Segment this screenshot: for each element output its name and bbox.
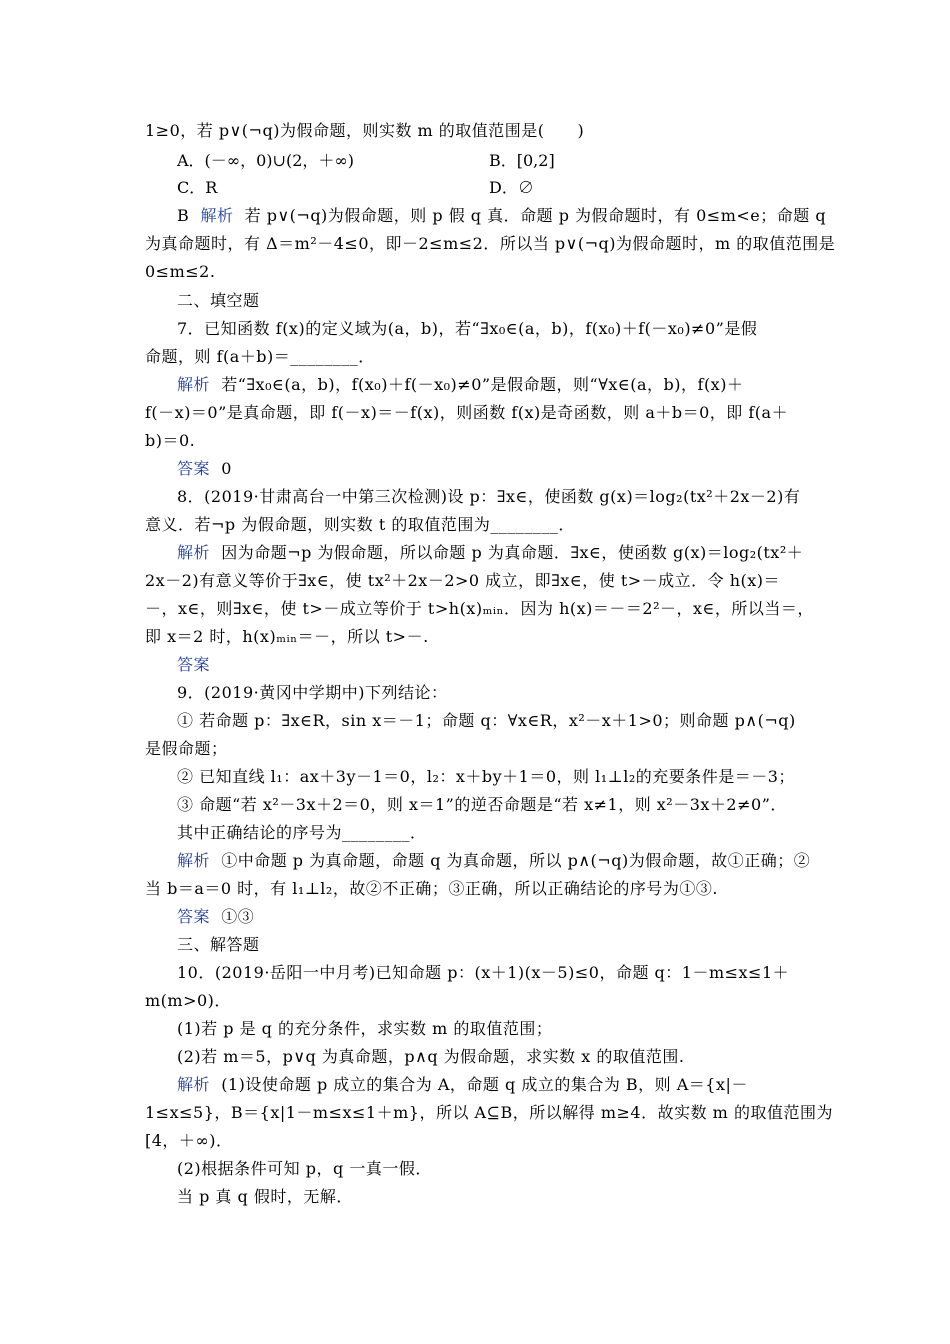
analysis-label: 解析 bbox=[177, 1075, 211, 1094]
q9-item-1-line-2: 是假命题； bbox=[145, 739, 228, 758]
analysis-label: 解析 bbox=[200, 206, 234, 225]
q7-analysis-line-2: f(－x)＝0”是真命题，即 f(－x)＝－f(x)，则函数 f(x)是奇函数，则 a＋b＝0，即 f(a＋ bbox=[145, 403, 789, 422]
q9-answer bbox=[177, 904, 817, 930]
q9-analysis-line-1 bbox=[177, 848, 817, 874]
q9-item-3: ③ 命题“若 x²－3x＋2＝0，则 x＝1”的逆否命题是“若 x≠1，则 x²－3x＋2≠0”． bbox=[177, 795, 787, 814]
q9-item-1-line-1: ① 若命题 p：∃x∈R，sin x＝－1；命题 q：∀x∈R，x²－x＋1>0；则命题 p∧(¬q) bbox=[177, 711, 796, 730]
q9-stem: 9．(2019·黄冈中学期中)下列结论： bbox=[177, 683, 448, 702]
option-d: D．∅ bbox=[489, 178, 534, 197]
q10-solution-line-2: 当 p 真 q 假时，无解． bbox=[177, 1187, 353, 1206]
q6-analysis-line-3: 0≤m≤2. bbox=[145, 262, 216, 281]
analysis-label: 解析 bbox=[177, 375, 211, 394]
q7-answer bbox=[177, 456, 817, 482]
option-b: B．[0,2] bbox=[489, 151, 555, 170]
q7-analysis-line-1 bbox=[177, 372, 817, 398]
option-c: C．R bbox=[177, 178, 218, 197]
analysis-label: 解析 bbox=[177, 543, 211, 562]
q9-item-2: ② 已知直线 l₁：ax＋3y－1＝0，l₂：x＋by＋1＝0，则 l₁⊥l₂的充要条件是＝－3； bbox=[177, 767, 795, 786]
q7-stem-line-1: 7．已知函数 f(x)的定义域为(a，b)，若“∃x₀∈(a，b)，f(x₀)＋f(－x₀)≠0”是假 bbox=[177, 319, 758, 338]
q9-analysis-line-2: 当 b＝a＝0 时，有 l₁⊥l₂，故②不正确；③正确，所以正确结论的序号为①③. bbox=[145, 879, 718, 898]
q10-analysis-line-2: 1≤x≤5}，B＝{x|1－m≤x≤1＋m}，所以 A⊆B，所以解得 m≥4．故实数 m 的取值范围为 bbox=[145, 1103, 833, 1122]
q6-analysis-line-1 bbox=[177, 203, 827, 229]
q8-analysis-line-2: 2x－2)有意义等价于∃x∈，使 tx²＋2x－2>0 成立，即∃x∈，使 t>－成立．令 h(x)＝ bbox=[145, 571, 781, 590]
q8-answer bbox=[177, 652, 817, 678]
q7-stem-line-2: 命题，则 f(a＋b)＝________． bbox=[145, 347, 375, 366]
analysis-text: 因为命题¬p 为假命题，所以命题 p 为真命题．∃x∈，使函数 g(x)＝log₂(tx²＋ bbox=[221, 543, 804, 562]
option-a: A．(－∞，0)∪(2，＋∞) bbox=[177, 151, 354, 170]
analysis-text: (1)设使命题 p 成立的集合为 A，命题 q 成立的集合为 B，则 A＝{x|－ bbox=[221, 1075, 748, 1094]
q8-analysis-line-1 bbox=[177, 540, 817, 566]
q10-part-1: (1)若 p 是 q 的充分条件，求实数 m 的取值范围； bbox=[177, 1019, 553, 1038]
q8-analysis-line-4: 即 x＝2 时，h(x)ₘᵢₙ＝－，所以 t>－. bbox=[145, 627, 429, 646]
q8-stem-line-2: 意义．若¬p 为假命题，则实数 t 的取值范围为________． bbox=[145, 515, 575, 534]
analysis-text: 若“∃x₀∈(a，b)，f(x₀)＋f(－x₀)≠0”是假命题，则“∀x∈(a，b)，f(x)＋ bbox=[221, 375, 744, 394]
answer-label: 答案 bbox=[177, 459, 211, 478]
answer-label: 答案 bbox=[177, 907, 211, 926]
answer-value: 0 bbox=[221, 459, 232, 478]
q10-analysis-line-1 bbox=[177, 1072, 817, 1098]
analysis-text: ①中命题 p 为真命题，命题 q 为真命题，所以 p∧(¬q)为假命题，故①正确；② bbox=[221, 851, 811, 870]
q6-options-row-2 bbox=[0, 175, 950, 201]
q10-stem-line-2: m(m>0)． bbox=[145, 991, 231, 1010]
q6-analysis-line-2: 为真命题时，有 Δ＝m²－4≤0，即－2≤m≤2．所以当 p∨(¬q)为假命题时，m 的取值范围是 bbox=[145, 234, 836, 253]
q8-stem-line-1: 8．(2019·甘肃高台一中第三次检测)设 p：∃x∈，使函数 g(x)＝log₂(tx²＋2x－2)有 bbox=[177, 487, 801, 506]
q10-solution-line-1: (2)根据条件可知 p，q 一真一假． bbox=[177, 1159, 432, 1178]
q8-analysis-line-3: －，x∈，则∃x∈，使 t>－成立等价于 t>h(x)ₘᵢₙ．因为 h(x)＝－＝2²－，x∈，所以当＝， bbox=[145, 599, 814, 618]
section-heading-solutions: 三、解答题 bbox=[177, 935, 260, 954]
answer-value: ①③ bbox=[221, 907, 255, 926]
q6-options-row-1 bbox=[0, 148, 950, 174]
analysis-text: 若 p∨(¬q)为假命题，则 p 假 q 真．命题 p 为假命题时，有 0≤m<e；命题 q bbox=[244, 206, 827, 225]
q10-analysis-line-3: [4，＋∞)． bbox=[145, 1131, 233, 1150]
q9-question: 其中正确结论的序号为________． bbox=[177, 823, 427, 842]
answer-label: 答案 bbox=[177, 655, 211, 674]
answer-letter: B bbox=[177, 206, 190, 225]
section-heading-fill-blank: 二、填空题 bbox=[177, 291, 260, 310]
analysis-label: 解析 bbox=[177, 851, 211, 870]
q6-stem: 1≥0，若 p∨(¬q)为假命题，则实数 m 的取值范围是( ) bbox=[145, 121, 585, 140]
q10-part-2: (2)若 m＝5，p∨q 为真命题，p∧q 为假命题，求实数 x 的取值范围. bbox=[177, 1047, 685, 1066]
q7-analysis-line-3: b)＝0. bbox=[145, 431, 196, 450]
q10-stem-line-1: 10．(2019·岳阳一中月考)已知命题 p：(x＋1)(x－5)≤0，命题 q：1－m≤x≤1＋ bbox=[177, 963, 790, 982]
